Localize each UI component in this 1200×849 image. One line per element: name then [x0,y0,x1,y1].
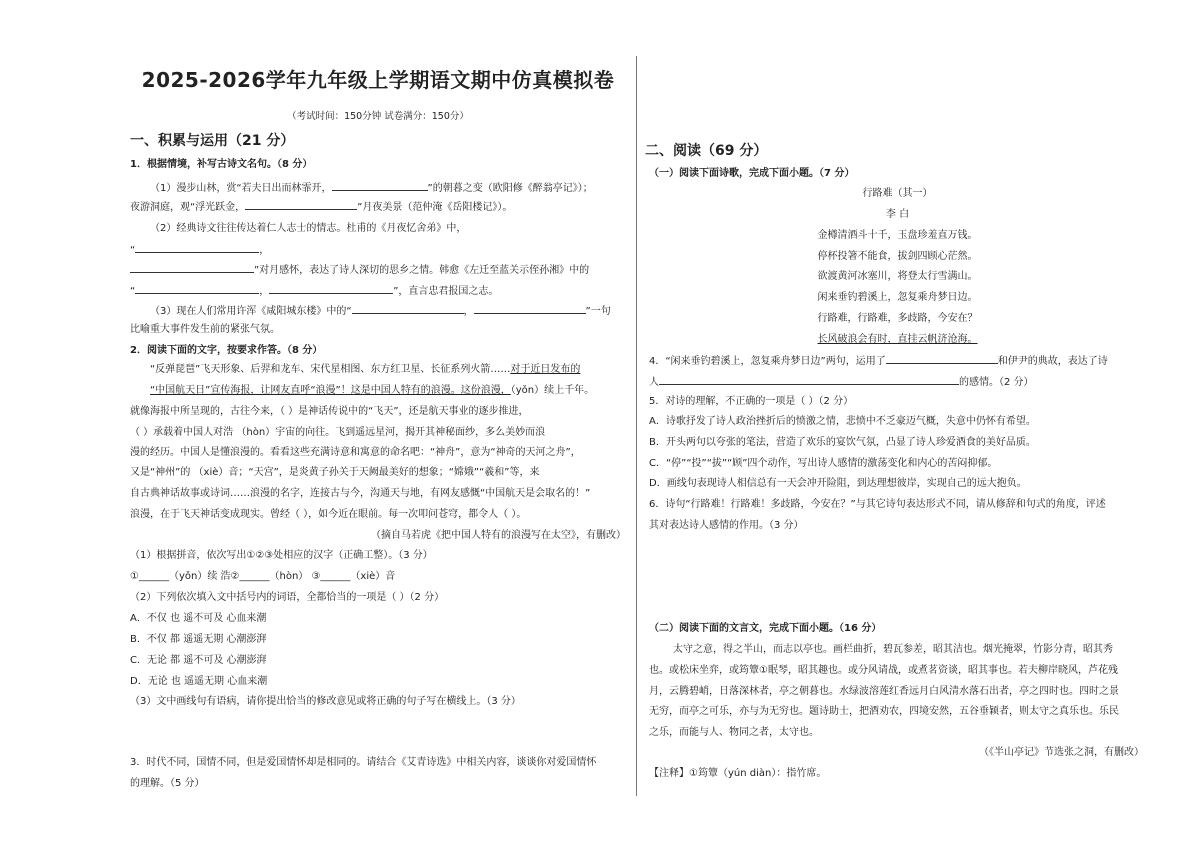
answer-blank[interactable] [135,283,259,294]
poem-line-2: 停杯投箸不能食，拔剑四顾心茫然。 [817,251,978,262]
poem-title: 行路难（其一） [862,188,933,199]
answer-blank[interactable] [135,242,259,253]
q5-option-c[interactable]: C．“停”“投”“拔”“顾”四个动作，写出诗人感情的激荡变化和内心的苦闷抑郁。 [649,458,998,469]
q2-sub1-answers[interactable]: ①______（yǒn）续 浩②______（hòn） ③______（xiè）音 [130,571,396,582]
section-2-heading: 二、阅读（69 分） [645,143,768,159]
prose-line-4: 无穷，而亭之可乐，亦与为无穷也。题诗助士，把酒劝农，四境安然，五谷垂颖者，则太守之真乐也。乐民 [649,706,1119,717]
q2-option-c[interactable]: C．无论 都 遥不可及 心潮澎湃 [130,655,267,666]
poem-line-5: 行路难，行路难，多歧路，今安在？ [817,313,978,324]
q3-line2: 的理解。（5 分） [130,778,205,789]
q2-sub1: （1）根据拼音，依次写出①②③处相应的汉字（正确工整）。（3 分） [130,550,433,561]
q5-question: 5．对诗的理解，不正确的一项是（ ）（2 分） [649,396,854,407]
q1-part2-line1: （2）经典诗文往往传达着仁人志士的情志。杜甫的《月夜忆舍弟》中， [150,223,467,234]
exam-subtitle: （考试时间：150分钟 试卷满分：150分） [287,111,469,122]
q1-heading: 1．根据情境，补写古诗文名句。（8 分） [130,159,313,170]
answer-blank[interactable] [659,374,959,385]
q3-line1: 3．时代不同，国情不同，但是爱国情怀却是相同的。请结合《艾青诗选》中相关内容，谈谈你对爱国情怀 [130,757,597,768]
q1-part3-line1: （3）现在人们常用许浑《咸阳城东楼》中的“ ， ”一句 [150,303,611,318]
part1-heading: （一）阅读下面诗歌，完成下面小题。（7 分） [649,168,855,179]
prose-source: （《半山亭记》节选张之洞，有删改） [979,747,1144,758]
answer-blank[interactable] [352,303,464,314]
answer-blank[interactable] [332,180,428,191]
prose-line-5: 之乐，而能与人、物同之者，太守也。 [649,727,819,738]
q1-part3-line2: 比喻重大事件发生前的紧张气氛。 [130,324,280,335]
q1-part2-line2: “ ， [130,242,269,257]
column-divider [636,56,637,796]
q2-source: （摘自马若虎《把中国人特有的浪漫写在太空》，有删改） [371,530,626,541]
q2-option-a[interactable]: A．不仅 也 遥不可及 心血来潮 [130,613,267,624]
answer-blank[interactable] [130,262,254,273]
q2-passage-line7: 自古典神话故事或诗词……浪漫的名字，连接古与今，沟通天与地，有网友感慨“中国航天是会取名的！” [130,488,591,499]
q1-part2-line4: “ ， ”，直言忠君报国之志。 [130,283,498,298]
q2-passage-line3: 就像海报中所呈现的，古往今来，（ ）是神话传说中的“飞天”，还是航天事业的逐步推进， [130,406,529,417]
q2-passage-line6: 又是“神州”的 （xiè）音；“天宫”，是炎黄子孙关于天阙最美好的想象；“嫦娥”“羲和”等，来 [130,467,540,478]
answer-blank[interactable] [474,303,586,314]
q4-line2: 人 的感情。（2 分） [649,374,1034,389]
poem-author: 李 白 [885,209,910,220]
poem-line-3: 欲渡黄河冰塞川，将登太行雪满山。 [817,271,978,282]
q5-option-a[interactable]: A．诗歌抒发了诗人政治挫折后的愤激之情，悲愤中不乏豪迈气概，失意中仍怀有希望。 [649,416,1036,427]
prose-note: 【注释】①筠簟（yún diàn）：指竹席。 [649,768,827,779]
q2-passage-line2: “中国航天日”宣传海报，让网友直呼“浪漫”！这是中国人特有的浪漫。这份浪漫，（yǒn）续上千年。 [150,385,595,396]
section-1-heading: 一、积累与运用（21 分） [130,133,295,149]
q1-part1-line1: （1）漫步山林，赏“若夫日出而林霏开， ”的朝暮之变（欧阳修《醉翁亭记》）； [150,180,593,195]
q2-passage-line1: “反弹琵琶”飞天形象、后羿和龙车、宋代星相图、东方红卫星、长征系列火箭……对于近日发布的 [150,364,581,375]
q5-option-d[interactable]: D．画线句表现诗人相信总有一天会冲开险阻，到达理想彼岸，实现自己的远大抱负。 [649,478,1027,489]
part2-heading: （二）阅读下面的文言文，完成下面小题。（16 分） [649,623,882,634]
q2-sub2: （2）下列依次填入文中括号内的词语，全都恰当的一项是（ ）（2 分） [130,592,445,603]
answer-blank[interactable] [245,199,357,210]
q6-line1: 6．诗句“行路难！行路难！多歧路，今安在？”与其它诗句表达形式不同，请从修辞和句式的角度，评述 [649,499,1106,510]
q2-passage-line5: 漫的经历。中国人是懂浪漫的。看看这些充满诗意和寓意的命名吧：“神舟”，意为“神奇的天河之舟”， [130,447,581,458]
q2-passage-line4: （ ）承载着中国人对浩 （hòn）宇宙的向往。飞到遥远星河，揭开其神秘面纱，多么美妙而浪 [130,427,546,438]
prose-line-3: 月，云腾碧峭，日落深林者，亭之朝暮也。水绿波溶莲红香远月白风清水落石出者，亭之四时也。四时之景 [649,686,1119,697]
q2-option-d[interactable]: D．无论 也 遥遥无期 心血来潮 [130,676,268,687]
q5-option-b[interactable]: B．开头两句以夸张的笔法，营造了欢乐的宴饮气氛，凸显了诗人珍爱酒食的美好品质。 [649,437,1036,448]
answer-blank[interactable] [269,283,393,294]
q2-heading: 2．阅读下面的文字，按要求作答。（8 分） [130,345,323,356]
poem-line-1: 金樽清酒斗十千，玉盘珍羞直万钱。 [817,230,978,241]
prose-line-2: 也。或松床坐弈，或筠簟①眠琴，昭其趣也。或分风请战，或煮茗资谈，昭其事也。若夫柳岸晓风，芦花残 [649,665,1118,676]
q6-line2: 其对表达诗人感情的作用。（3 分） [649,520,804,531]
q1-part2-line3: ”对月感怀，表达了诗人深切的思乡之情。韩愈《左迁至蓝关示侄孙湘》中的 [130,262,589,277]
poem-line-6: 长风破浪会有时，直挂云帆济沧海。 [817,334,978,345]
q4-line1: 4．“闲来垂钓碧溪上，忽复乘舟梦日边”两句，运用了 和伊尹的典故，表达了诗 [649,353,1108,368]
exam-title: 2025-2026学年九年级上学期语文期中仿真模拟卷 [141,68,615,92]
q2-passage-line8: 浪漫，在于飞天神话变成现实。曾经（ ），如今近在眼前。每一次叩问苍穹，都令人（ ）。 [130,509,527,520]
prose-line-1: 太守之意，得之半山，而志以亭也。画栏曲折，碧瓦参差，昭其洁也。烟光掩翠，竹影分青，昭其秀 [673,644,1113,655]
q1-part1-line2: 夜游洞庭，观“浮光跃金， ”月夜美景（范仲淹《岳阳楼记》）。 [130,199,512,214]
q2-option-b[interactable]: B．不仅 都 遥遥无期 心潮澎湃 [130,634,267,645]
poem-line-4: 闲来垂钓碧溪上，忽复乘舟梦日边。 [817,292,978,303]
answer-blank[interactable] [886,353,998,364]
q2-sub3: （3）文中画线句有语病，请你提出恰当的修改意见或将正确的句子写在横线上。（3 分） [130,696,521,707]
